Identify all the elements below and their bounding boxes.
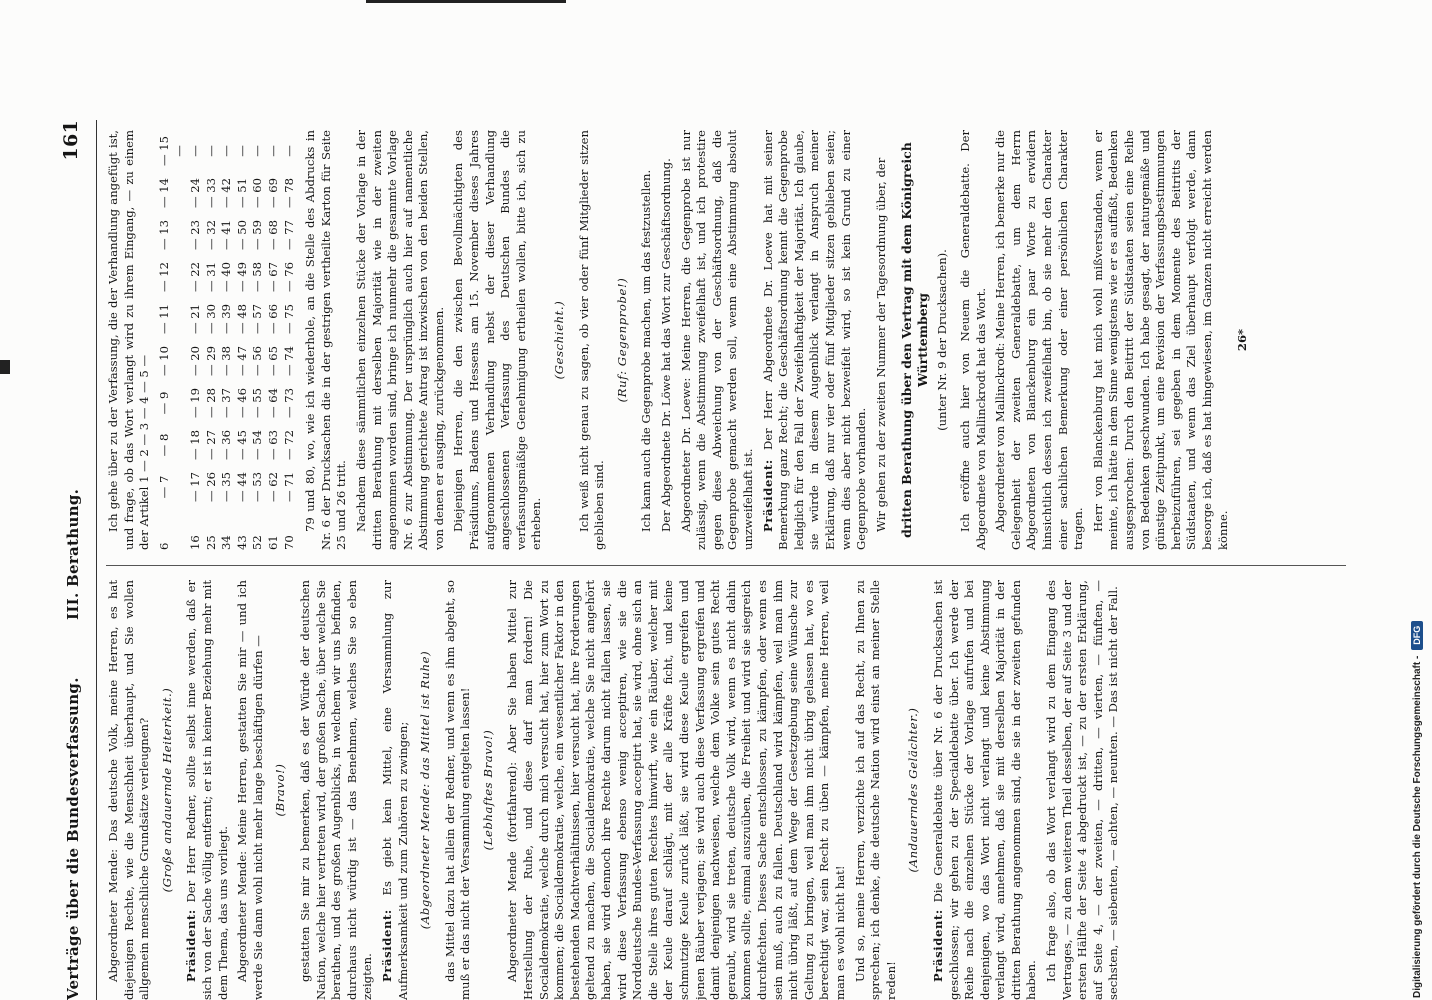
article-number: — 57 — [250, 303, 265, 335]
article-number: — 50 — [234, 219, 249, 251]
article-number: 34 — [219, 535, 234, 550]
paragraph-text: das Mittel dazu hat allein der Redner, und wenn es ihm abgeht, so muß er das nicht der Versammlung entgelten lassen! — [442, 580, 473, 1000]
article-number: — — [250, 145, 265, 157]
section-title: III. Berathung. — [64, 488, 82, 620]
article-number: — 76 — [281, 261, 296, 293]
article-number: — 40 — [219, 261, 234, 293]
speech-paragraph — [679, 130, 757, 550]
paragraph-text: (Geschieht.) — [552, 300, 567, 380]
speech-paragraph — [577, 130, 608, 550]
article-number: — 49 — [234, 261, 249, 293]
header-rule — [96, 120, 97, 1000]
article-number: — 78 — [281, 177, 296, 209]
paragraph-text: Ich weiß nicht genau zu sagen, ob vier oder fünf Mitglieder sitzen geblieben sind. — [576, 130, 607, 550]
article-number: — 33 — [203, 177, 218, 209]
speech-paragraph — [303, 130, 350, 550]
article-number: — 20 — [187, 345, 202, 377]
article-number: — 41 — [219, 219, 234, 251]
article-number: 25 — [203, 535, 218, 550]
article-number: — 15 — — [156, 135, 187, 167]
article-number: — 68 — [265, 219, 280, 251]
column-divider — [106, 565, 1346, 566]
article-number: — 8 — [156, 433, 171, 457]
speech-paragraph — [931, 580, 1040, 1000]
article-number: — 53 — [250, 471, 265, 503]
paragraph-text: Herr von Blanckenburg hat mich wohl mißverstanden, wenn er meinte, ich hätte in dem Sinne wenigstens wie er es auffaßt, Bedenken ausgesprochen: Durch den Beitritt der Südstaaten seien eine Reihe von Bedenken geschwunden. Ich habe gesagt, der naturgemäße und günstige Zeitpunkt, um eine Revision der Verfassungsbestimmungen herbeizuführen, sei gegeben in dem Momente des Beitritts der Südstaaten, und wenn das Ziel überhaupt verfolgt werde, dann besorge ich, daß es hat hingewiesen, im Ganzen nicht erreicht werden könne. — [1090, 130, 1230, 550]
speaker-name: Präsident: — [184, 909, 199, 982]
article-number-row — [235, 130, 251, 550]
running-title: Verträge über die Bundesverfassung. — [64, 677, 82, 1000]
paragraph-text: Der Abgeordnete Dr. Löwe hat das Wort zur Geschäftsordnung. — [659, 158, 673, 532]
agenda-heading — [899, 130, 930, 550]
article-number: — 27 — [203, 429, 218, 461]
paragraph-text: Wir gehen zu der zweiten Nummer der Tagesordnung über, der — [873, 157, 888, 532]
paragraph-text: (Große andauernde Heiterkeit.) — [159, 687, 174, 893]
speaker-name: Präsident: — [760, 459, 775, 532]
article-number: — 72 — [281, 429, 296, 461]
paragraph-text: Diejenigen Herren, die den zwischen Bevollmächtigten des Präsidiums, Badens und Hessens am 15. November dieses Jahres aufgenommenen Verhandlung nebst der dieser Verhandlung angeschlossenen Verfassung des Deutschen Bundes die verfassungsmäßige Genehmigung ertheilen wollen, bitte ich, sich zu erheben. — [451, 130, 544, 550]
page-header — [60, 120, 90, 1000]
paragraph-text: Abgeordneter von Mallinckrodt: Meine Herren, ich bemerke nur die Gelegenheit der zweiten Generaldebatte, um dem Herrn Abgeordneten von Blanckenburg ein paar Worte zu erwidern hinsichtlich dessen ich zweifelhaft bin, ob sie mehr den Charakter einer sachlichen Bemerkung oder einer persönlichen Charakter tragen. — [993, 130, 1086, 550]
speech-paragraph — [958, 130, 989, 550]
article-number-row — [188, 130, 204, 550]
article-number: — 9 — [156, 391, 171, 415]
speech-paragraph — [443, 580, 474, 1000]
stage-direction — [552, 130, 568, 550]
paragraph-text: Ich frage also, ob das Wort verlangt wird zu dem Eingang des Vertrages, — zu dem weiteren Theil desselben, der auf Seite 3 und der ersten Hälfte der Seite 4 abgedruckt ist, — zu der ersten Erklärung, auf Seite 4, — der zweiten, — dritten, — vierten, — fünften, — sechsten, — siebenten, — achten, — neunten. — Das ist nicht der Fall. — [1044, 580, 1121, 1000]
speech-paragraph — [1044, 580, 1122, 1000]
paragraph-text: (Andauerndes Gelächter.) — [906, 707, 921, 873]
speech-paragraph — [505, 580, 848, 1000]
paragraph-text: Der Herr Abgeordnete Dr. Loewe hat mit seiner Bemerkung ganz Recht; die Geschäftsordnung kennt die Gegenprobe lediglich für den Fall der Zweifelhaftigkeit der Majorität. Ich glaube, sie würde in diesem Augenblick verlangt in Anspruch meiner Erklärung, daß nur vier oder fünf Mitglieder sitzen geblieben seien; wenn dies aber nicht bezweifelt wird, so ist kein Grund zu einer Gegenprobe vorhanden. — [760, 130, 869, 550]
article-number: 16 — [187, 535, 202, 550]
paragraph-text: (Abgeordneter Mende: das Mittel ist Ruhe) — [418, 650, 433, 930]
article-number-grid — [157, 130, 297, 550]
article-number: — 74 — [281, 345, 296, 377]
scan-edge-mark — [366, 0, 566, 3]
article-number: — 51 — [234, 177, 249, 209]
left-column — [106, 580, 1126, 1000]
article-number: — 31 — [203, 261, 218, 293]
speech-paragraph — [106, 130, 153, 550]
article-number: — — [187, 145, 202, 157]
paragraph-text: gestatten Sie mir zu bemerken, daß es der Würde der deutschen Nation, welche hier vertreten wird, der großen Sache, über welche Sie berathen, und des großen Augenblicks, in welchem wir uns befinden, durchaus nicht würdig ist — das Benehmen, welches Sie so eben zeigten. — [297, 580, 375, 1000]
article-number: — — [265, 145, 280, 157]
paragraph-text: Abgeordneter Dr. Loewe: Meine Herren, die Gegenprobe ist nur zulässig, wenn die Abstimmung zweifelhaft ist, und ich protestire gegen diese Abweichung von der Geschäftsordnung, daß die Gegenprobe gemacht werden soll, wenn eine Abstimmung absolut unzweifelhaft ist. — [678, 130, 755, 550]
article-number: — 12 — [156, 261, 171, 293]
article-number: — 23 — [187, 219, 202, 251]
paragraph-text: Ich gehe über zu der Verfassung, die der Verhandlung angefügt ist, und frage, ob das Wort verlangt wird zu ihrem Eingang, — zu einem der Artikel 1 — 2 — 3 — 4 — 5 — — [106, 130, 152, 550]
scan-edge-mark — [0, 360, 10, 374]
article-number-row — [157, 130, 188, 550]
article-number: — 21 — [187, 303, 202, 335]
speaker-name: Präsident: — [930, 909, 945, 982]
article-number: — 66 — [265, 303, 280, 335]
signature-mark — [1235, 130, 1251, 550]
paragraph-text: (Lebhaftes Bravo!) — [480, 729, 495, 851]
speech-paragraph — [184, 580, 231, 1000]
paragraph-text: Abgeordneter Mende: Das deutsche Volk, meine Herren, es hat diejenigen Rechte, wie die Menschheit überhaupt, und Sie wollen allgemein menschliche Grundsätze verleugnen? — [106, 580, 152, 1000]
article-number-row — [204, 130, 220, 550]
article-number: — 60 — [250, 177, 265, 209]
article-number: — 48 — [234, 303, 249, 335]
credit-text: Digitalisierung gefördert durch die Deutsche Forschungsgemeinschaft - — [1411, 655, 1423, 998]
article-number: — 29 — [203, 345, 218, 377]
article-number: — 36 — [219, 429, 234, 461]
article-number: — 65 — [265, 345, 280, 377]
speaker-name: Präsident: — [379, 909, 394, 982]
paragraph-text: (unter Nr. 9 der Drucksachen). — [934, 249, 949, 431]
article-number: 61 — [265, 535, 280, 550]
speech-paragraph — [1091, 130, 1231, 550]
paragraph-text: Ich eröffne auch hier von Neuem die Generaldebatte. Der Abgeordnete von Mallinckrodt hat das Wort. — [958, 130, 988, 550]
article-number: — 67 — [265, 261, 280, 293]
rotated-page — [56, 80, 1376, 1000]
speech-paragraph — [106, 580, 153, 1000]
article-number-row — [219, 130, 235, 550]
article-number: — 71 — [281, 471, 296, 503]
stage-direction — [418, 580, 434, 1000]
speech-paragraph — [874, 130, 890, 550]
stage-direction — [273, 580, 289, 1000]
article-number: 43 — [234, 535, 249, 550]
article-number: — 14 — [156, 177, 171, 209]
article-number: 52 — [250, 535, 265, 550]
speech-paragraph — [298, 580, 376, 1000]
speech-paragraph — [993, 130, 1087, 550]
article-number: — 13 — [156, 219, 171, 251]
paragraph-text: Die Generaldebatte über Nr. 6 der Drucksachen ist geschlossen; wir gehen zu der Specialdebatte über. Ich werde der Reihe nach die einzelnen Stücke der Vorlage aufrufen und bei denjenigen, wo das Wort nicht verlangt und keine Abstimmung verlangt wird, annehmen, daß sie mit derselben Majorität in der dritten Berathung angenommen sind, die sie in der zweiten gefunden haben. — [930, 579, 1039, 1000]
article-number: — 58 — [250, 261, 265, 293]
article-number: — 75 — [281, 303, 296, 335]
speech-paragraph — [354, 130, 448, 550]
article-number: — — [281, 145, 296, 157]
right-column — [106, 130, 1262, 550]
page-number: 161 — [60, 120, 82, 161]
speech-paragraph — [659, 130, 675, 550]
article-number: — 46 — [234, 387, 249, 419]
speech-paragraph — [451, 130, 545, 550]
paragraph-text: Abgeordneter Mende: Meine Herren, gestatten Sie mir — und ich werde Sie dann wohl nicht mehr lange beschäftigen dürfen — — [235, 580, 265, 1000]
paragraph-text: 79 und 80, wo, wie ich wiederhole, an die Stelle des Abdrucks in Nr. 6 der Drucksachen die in der gestrigen vertheilte Karton für Seite 25 und 26 tritt. — [303, 130, 349, 550]
article-number: — 59 — [250, 219, 265, 251]
article-number-row — [250, 130, 266, 550]
dfg-logo: DFG — [1411, 621, 1423, 650]
paragraph-text: 26* — [1235, 328, 1250, 352]
article-number: — 56 — [250, 345, 265, 377]
article-number: — 69 — [265, 177, 280, 209]
article-number: — 47 — [234, 345, 249, 377]
article-number: — 26 — [203, 471, 218, 503]
article-number: — 35 — [219, 471, 234, 503]
article-number: — — [219, 145, 234, 157]
article-number: — 77 — [281, 219, 296, 251]
article-number: — 55 — [250, 387, 265, 419]
article-number: — 7 — [156, 475, 171, 499]
paragraph-text: Ich kann auch die Gegenprobe machen, um das festzustellen. — [639, 169, 654, 532]
article-number-row — [282, 130, 298, 550]
speech-paragraph — [761, 130, 870, 550]
article-number: — 45 — [234, 429, 249, 461]
article-number: — 17 — [187, 471, 202, 503]
article-number: — 37 — [219, 387, 234, 419]
agenda-subheading — [935, 130, 951, 550]
article-number: — 28 — [203, 387, 218, 419]
article-number: — 19 — [187, 387, 202, 419]
paragraph-text: Und so, meine Herren, verzichte ich auf das Recht, zu Ihnen zu sprechen; ich denke, die deutsche Nation wird einst an meiner Stelle reden! — [852, 580, 898, 1000]
article-number: — 39 — [219, 303, 234, 335]
article-number: — 22 — [187, 261, 202, 293]
article-number: 70 — [281, 535, 296, 550]
paragraph-text: (Bravo!) — [273, 763, 288, 817]
article-number: — 64 — [265, 387, 280, 419]
article-number: — 11 — [156, 303, 171, 335]
paragraph-text: Nachdem diese sämmtlichen einzelnen Stücke der Vorlage in der dritten Berathung mit derselben Majorität wie in der zweiten angenommen worden sind, bringe ich nunmehr die gesammte Vorlage Nr. 6 zur Abstimmung. Der ursprünglich auch hier auf namentliche Abstimmung gerichtete Antrag ist inzwischen von den beiden Stellen, von denen er ausging, zurückgenommen. — [353, 130, 446, 550]
article-number: — 73 — [281, 387, 296, 419]
article-number: — 24 — [187, 177, 202, 209]
paragraph-text: dritten Berathung über den Vertrag mit dem Königreich Württemberg — [899, 142, 930, 538]
stage-direction — [481, 580, 497, 1000]
digitization-credit — [1406, 0, 1428, 998]
paragraph-text: Abgeordneter Mende (fortfahrend): Aber Sie haben Mittel zur Herstellung der Ruhe, und diese darf man fordern! Die Socialdemokratie, welche durch mich versucht hat, hier zum Wort zu kommen; die Socialdemokratie, welche, ein wesentlicher Faktor in den bestehenden Machtverhältnissen, hier versucht hat, ihre Forderungen geltend zu machen, die Socialdemokratie, welche Sie nicht angehört haben, sie wird dennoch ihre Rechte darum nicht fallen lassen, sie wird diese Verfassung ebenso wenig acceptiren, wie sie die Norddeutsche Bundes-Verfassung acceptirt hat, sie wird, ohne sich an die Stelle ihres guten Rechtes hinwirft, wie ein Räuber, welcher mit der Keule darauf schlägt, mit der alle Kräfte ficht, und keine schmutzige Keule zurück läßt, sie wird diese Keule ergreifen und jenen Räuber verjagen; sie wird auch diese Verfassung ergreifen und damit denjenigen nachweisen, welche dem Volke sein gutes Recht geraubt, wird sie treten, deutsche Volk wird, wenn es nicht dahin kommen sollte, einmal auszuüben, die Freiheit und wird sie siegreich durchfechten. Dieses Sache entschlossen, zu kämpfen, oder wenn es sein muß, auch zu fallen. Deutschland wird kämpfen, weil man ihm nicht übrig läßt, auf dem Wege der Gesetzgebung seine Wünsche zur Geltung zu bringen, weil man ihm nicht übrig gelassen hat, wo es berechtigt war, sein Recht zu üben — kämpfen, meine Herren, weil man es wohl nicht hat! — [505, 580, 847, 1000]
article-number: — 63 — [265, 429, 280, 461]
article-number-row — [266, 130, 282, 550]
paragraph-text: Der Herr Redner, sollte selbst inne werden, daß er sich von der Sache völlig entfernt; er ist in keiner Beziehung mehr mit dem Thema, das uns vorliegt. — [184, 580, 230, 1000]
stage-direction — [906, 580, 922, 1000]
stage-direction — [615, 130, 631, 550]
article-number: — 62 — [265, 471, 280, 503]
speech-paragraph — [853, 580, 900, 1000]
article-number: — — [203, 145, 218, 157]
article-number: — 44 — [234, 471, 249, 503]
paragraph-text: Es giebt kein Mittel, eine Versammlung zur Aufmerksamkeit und zum Zuhören zu zwingen; — [379, 579, 410, 1000]
article-number: — 10 — [156, 345, 171, 377]
paragraph-text: (Ruf: Gegenprobe!) — [614, 277, 629, 403]
article-number: — 30 — [203, 303, 218, 335]
article-number: — 54 — [250, 429, 265, 461]
speech-paragraph — [380, 580, 411, 1000]
article-number: — 32 — [203, 219, 218, 251]
article-number: — 38 — [219, 345, 234, 377]
article-number: — 18 — [187, 429, 202, 461]
speech-paragraph — [235, 580, 266, 1000]
article-number: — — [234, 145, 249, 157]
article-number: 6 — [156, 542, 171, 550]
speech-paragraph — [639, 130, 655, 550]
stage-direction — [160, 580, 176, 1000]
article-number: — 42 — [219, 177, 234, 209]
